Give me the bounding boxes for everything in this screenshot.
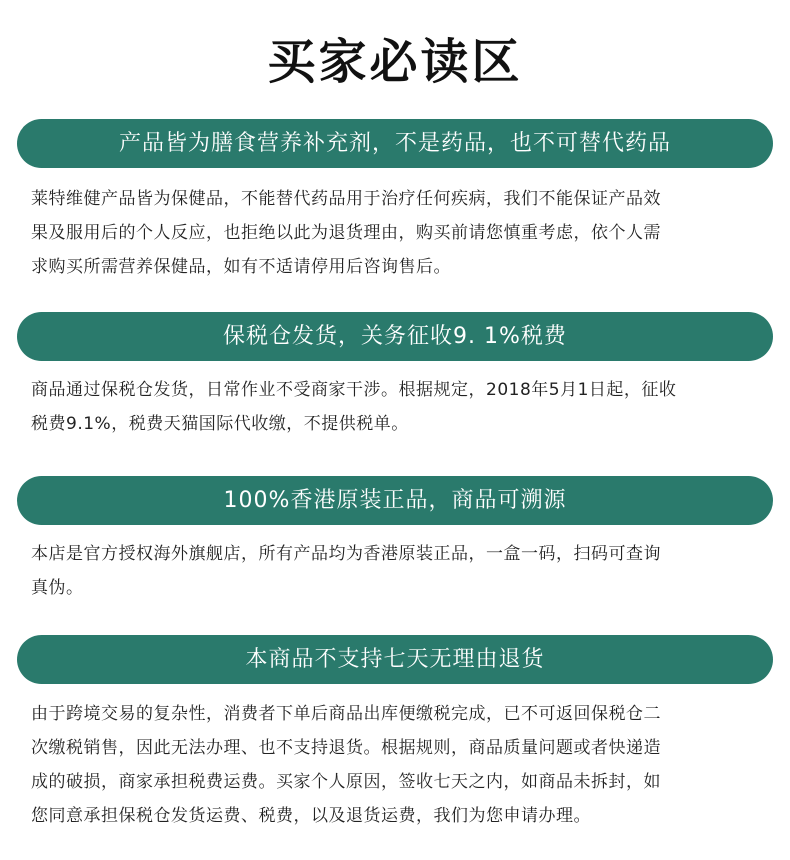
section-body-text: 莱特维健产品皆为保健品，不能替代药品用于治疗任何疾病，我们不能保证产品效 果及服用后的个人反应，也拒绝以此为退货理由，购买前请您慎重考虑，依个人需 求购买所需营养保健品，如有不适请停用后咨询售后。 — [31, 189, 661, 277]
section-heading-banner: 保税仓发货，关务征收9. 1%税费 — [17, 312, 773, 361]
section-body-text: 由于跨境交易的复杂性，消费者下单后商品出库便缴税完成，已不可返回保税仓二 次缴税销售，因此无法办理、也不支持退货。根据规则，商品质量问题或者快递造 成的破损，商家承担税费运费。买家个人原因，签收七天之内，如商品未拆封，如 您同意承担保税仓发货运费、税费，以及退货运费，我们为您申请办理。 — [31, 704, 661, 826]
section-heading-banner: 产品皆为膳食营养补充剂，不是药品，也不可替代药品 — [17, 119, 773, 168]
section-body-text: 本店是官方授权海外旗舰店，所有产品均为香港原装正品，一盒一码，扫码可查询 真伪。 — [31, 544, 661, 598]
section-heading-banner: 本商品不支持七天无理由退货 — [17, 635, 773, 684]
section-heading-banner: 100%香港原装正品，商品可溯源 — [17, 476, 773, 525]
section-body-text: 商品通过保税仓发货，日常作业不受商家干涉。根据规定，2018年5月1日起，征收 税费9.1%，税费天猫国际代收缴，不提供税单。 — [31, 380, 677, 434]
page-title: 买家必读区 — [267, 34, 523, 90]
